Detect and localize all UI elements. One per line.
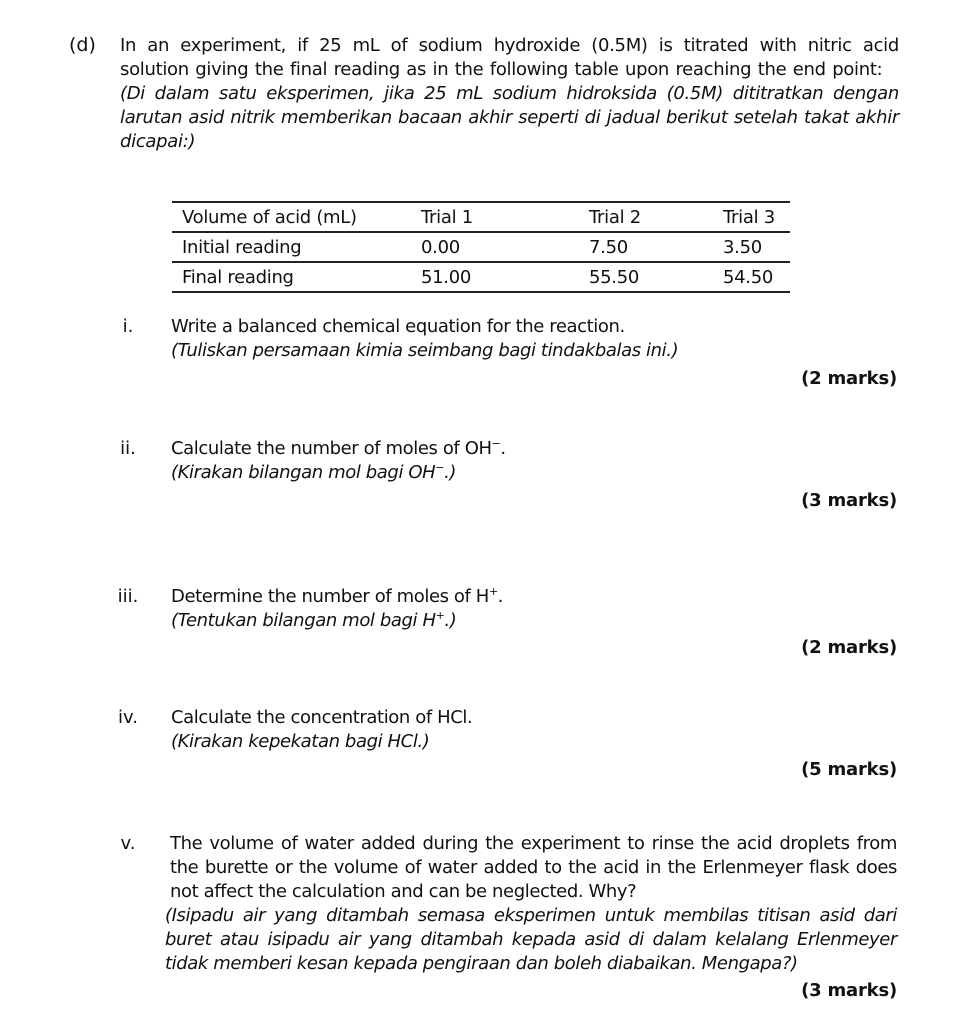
subquestion-english [171,437,897,461]
table-cell: Final reading [172,262,401,292]
table-header: Volume of acid (mL) [172,202,401,232]
table-cell: Initial reading [172,232,401,262]
superscript-charge: + [488,585,498,598]
titration-table [172,201,790,293]
text-segment: Determine the number of moles of H [171,586,489,607]
text-segment: .) [444,610,457,631]
table-cell: 55.50 [567,262,713,292]
table-cell: 54.50 [713,262,790,292]
subquestion-number: v. [120,833,136,854]
subquestion-english: The volume of water added during the experiment to rinse the acid droplets from the burette or the volume of water added to the acid in the Erlenmeyer flask does not affect the calculation and can be neglected. Why? [170,833,897,902]
table-cell: 7.50 [567,232,713,262]
table-header: Trial 3 [713,202,790,232]
question-label: (d) [69,34,96,56]
table-cell: 3.50 [713,232,790,262]
marks-label: (2 marks) [801,637,897,658]
subquestion-iii [171,585,897,633]
text-segment: . [497,586,504,607]
subquestion-number: iii. [117,586,139,607]
table-cell: 51.00 [401,262,567,292]
text-segment: Calculate the number of moles of OH [171,438,492,459]
text-segment: (Kirakan bilangan mol bagi OH [171,462,436,483]
subquestion-english [171,585,897,609]
subquestion-malay: (Kirakan kepekatan bagi HCl.) [171,731,430,752]
intro-malay: (Di dalam satu eksperimen, jika 25 mL sodium hidroksida (0.5M) dititratkan dengan larutan asid nitrik memberikan bacaan akhir seperti di jadual berikut setelah takat akhir dicapai:) [120,83,899,152]
table-row [172,262,790,292]
subquestion-malay [171,461,897,485]
text-segment: (Tentukan bilangan mol bagi H [171,610,436,631]
subquestion-number: ii. [120,438,136,459]
subquestion-english: Write a balanced chemical equation for the reaction. [171,316,625,337]
subquestion-english: Calculate the concentration of HCl. [171,707,473,728]
superscript-charge: + [435,609,445,622]
marks-label: (2 marks) [801,368,897,389]
subquestion-malay: (Tuliskan persamaan kimia seimbang bagi tindakbalas ini.) [171,340,679,361]
subquestion-number: iv. [118,707,138,728]
text-segment: .) [444,462,457,483]
table-header: Trial 2 [567,202,713,232]
subquestion-malay [171,609,897,633]
table-header-row [172,202,790,232]
marks-label: (3 marks) [801,980,897,1001]
subquestion-i [171,315,897,363]
subquestion-malay: (Isipadu air yang ditambah semasa eksperimen untuk membilas titisan asid dari buret atau isipadu air yang ditambah kepada asid di dalam kelalang Erlenmeyer tidak memberi kesan kepada pengiraan dan boleh diabaikan. Mengapa?) [165,905,897,974]
subquestion-iv [171,706,897,754]
superscript-charge: − [435,461,445,474]
table-header: Trial 1 [401,202,567,232]
table-row [172,232,790,262]
marks-label: (5 marks) [801,759,897,780]
intro-english: In an experiment, if 25 mL of sodium hydroxide (0.5M) is titrated with nitric acid solution giving the final reading as in the following table upon reaching the end point: [120,35,899,80]
question-intro [120,34,899,154]
subquestion-v [165,832,897,976]
subquestion-number: i. [122,316,134,337]
superscript-charge: − [491,437,501,450]
text-segment: . [500,438,506,459]
subquestion-ii [171,437,897,485]
marks-label: (3 marks) [801,490,897,511]
table-cell: 0.00 [401,232,567,262]
